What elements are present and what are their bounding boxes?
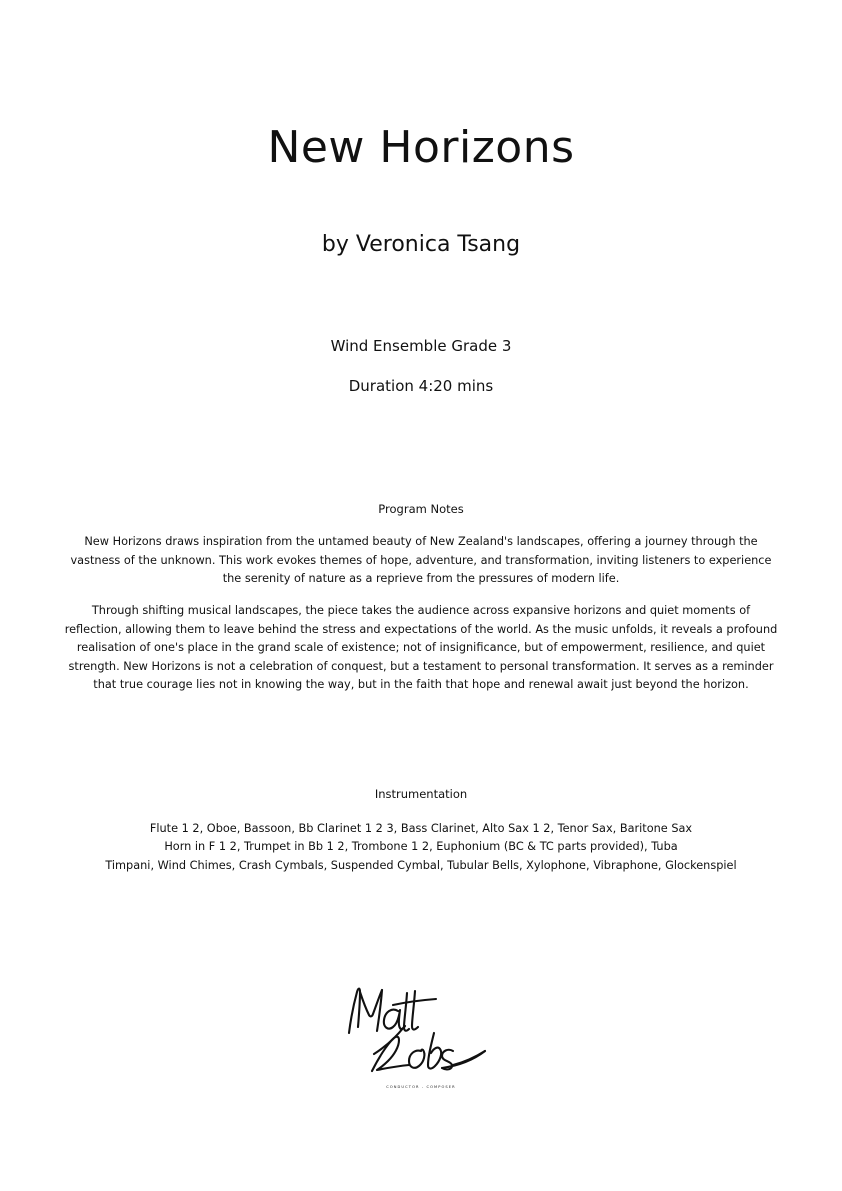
instrumentation-line: Horn in F 1 2, Trumpet in Bb 1 2, Trombone 1 2, Euphonium (BC & TC parts provided), Tuba (164, 840, 678, 854)
ensemble-grade: Wind Ensemble Grade 3 (330, 337, 512, 355)
signature-icon (341, 975, 501, 1085)
duration-label: Duration 4:20 mins (348, 377, 494, 395)
program-notes-body (64, 533, 778, 695)
instrumentation-line: Flute 1 2, Oboe, Bassoon, Bb Clarinet 1 2 3, Bass Clarinet, Alto Sax 1 2, Tenor Sax, Baritone Sax (149, 822, 693, 835)
program-notes-paragraph: Through shifting musical landscapes, the piece takes the audience across expansive horizons and quiet moments of reflection, allowing them to leave behind the stress and expectations of the world. As the music unfolds, it reveals a profound realisation of one's place in the grand scale of existence; not of insignificance, but of empowerment, resilience, and quiet strength. New Horizons is not a celebration of conquest, but a testament to personal transformation. It serves as a reminder that true courage lies not in knowing the way, but in the faith that hope and renewal await just beyond the horizon. (64, 603, 778, 692)
instrumentation-heading: Instrumentation (374, 787, 468, 801)
program-notes-heading: Program Notes (378, 502, 464, 516)
program-notes-paragraph: New Horizons draws inspiration from the untamed beauty of New Zealand's landscapes, offering a journey through the vastness of the unknown. This work evokes themes of hope, adventure, and transformation, inviting listeners to experience the serenity of nature as a reprieve from the pressures of modern life. (70, 535, 772, 586)
signature-block (0, 975, 842, 1089)
instrumentation-body (48, 820, 794, 875)
page-title: New Horizons (267, 122, 575, 173)
signature-caption: CONDUCTOR - COMPOSER (386, 1085, 456, 1089)
composer-credit: by Veronica Tsang (321, 232, 521, 257)
instrumentation-line: Timpani, Wind Chimes, Crash Cymbals, Suspended Cymbal, Tubular Bells, Xylophone, Vibraphone, Glockenspiel (105, 858, 737, 872)
